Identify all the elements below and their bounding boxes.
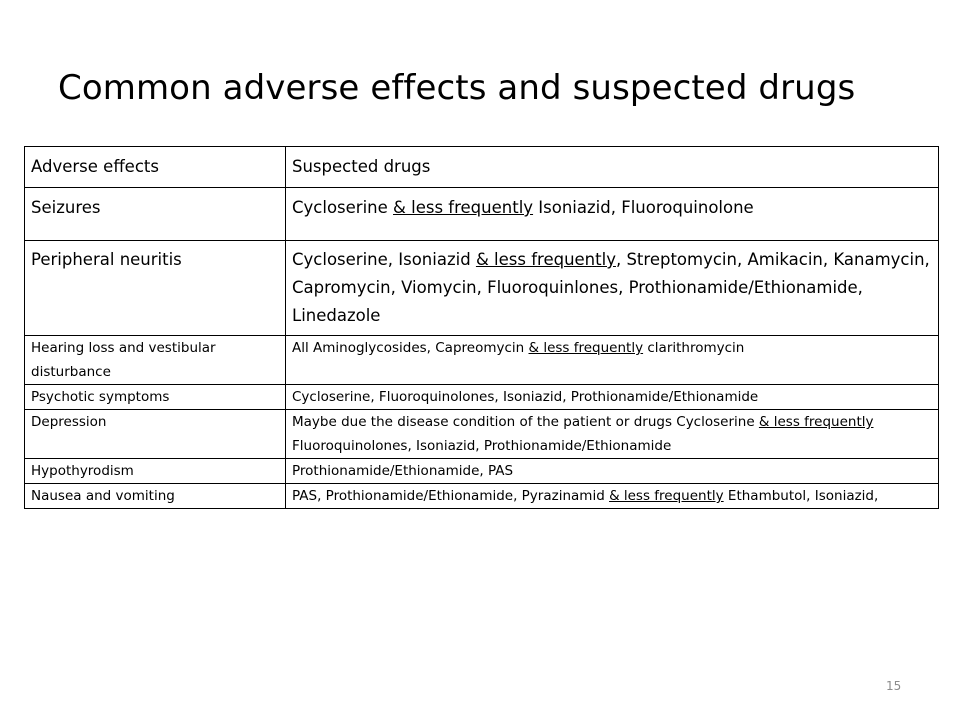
- adverse-effects-table: [24, 146, 939, 509]
- drug-text: Cycloserine, Fluoroquinolones, Isoniazid, Prothionamide/Ethionamide: [292, 389, 759, 405]
- header-adverse-effects: Adverse effects: [25, 147, 286, 188]
- adverse-effect-cell: Psychotic symptoms: [25, 385, 286, 410]
- suspected-drugs-cell: [286, 459, 939, 484]
- table-row: [25, 385, 939, 410]
- drug-text: Isoniazid, Fluoroquinolone: [533, 198, 754, 217]
- adverse-effect-cell: Nausea and vomiting: [25, 484, 286, 509]
- emphasis-text: & less frequently: [758, 414, 874, 430]
- adverse-effect-cell: Hypothyrodism: [25, 459, 286, 484]
- drug-text: Fluoroquinolones, Isoniazid, Prothionamide/Ethionamide: [292, 438, 672, 454]
- drug-text: , Streptomycin, Amikacin, Kanamycin, Capromycin, Viomycin, Fluoroquinlones, Prothionamide/Ethionamide, Linedazole: [292, 250, 930, 325]
- emphasis-text: & less frequently: [609, 488, 724, 504]
- drug-text: Maybe due the disease condition of the patient or drugs Cycloserine: [292, 414, 759, 430]
- adverse-effect-cell: Peripheral neuritis: [25, 241, 286, 336]
- drug-text: Cycloserine: [292, 198, 394, 217]
- suspected-drugs-cell: [286, 385, 939, 410]
- table-row: [25, 459, 939, 484]
- drug-text: All Aminoglycosides, Capreomycin: [292, 340, 529, 356]
- emphasis-text: & less frequently: [475, 250, 616, 269]
- adverse-effect-cell: Depression: [25, 410, 286, 459]
- suspected-drugs-cell: [286, 410, 939, 459]
- page-number: 15: [886, 679, 902, 693]
- table-row: [25, 484, 939, 509]
- table-header-row: [25, 147, 939, 188]
- adverse-effect-cell: Seizures: [25, 188, 286, 241]
- table-row: [25, 336, 939, 385]
- suspected-drugs-cell: [286, 484, 939, 509]
- drug-text: PAS, Prothionamide/Ethionamide, Pyrazinamid: [292, 488, 610, 504]
- drug-text: clarithromycin: [643, 340, 745, 356]
- table-row: [25, 188, 939, 241]
- adverse-effect-cell: Hearing loss and vestibular disturbance: [25, 336, 286, 385]
- drug-text: Prothionamide/Ethionamide, PAS: [292, 463, 514, 479]
- drug-text: Ethambutol, Isoniazid,: [723, 488, 879, 504]
- suspected-drugs-cell: [286, 336, 939, 385]
- emphasis-text: & less frequently: [528, 340, 644, 356]
- table-row: [25, 241, 939, 336]
- emphasis-text: & less frequently: [393, 198, 534, 217]
- suspected-drugs-cell: [286, 188, 939, 241]
- drug-text: Cycloserine, Isoniazid: [292, 250, 476, 269]
- suspected-drugs-cell: [286, 241, 939, 336]
- header-suspected-drugs: Suspected drugs: [286, 147, 939, 188]
- table-row: [25, 410, 939, 459]
- slide-title: Common adverse effects and suspected drugs: [58, 68, 856, 108]
